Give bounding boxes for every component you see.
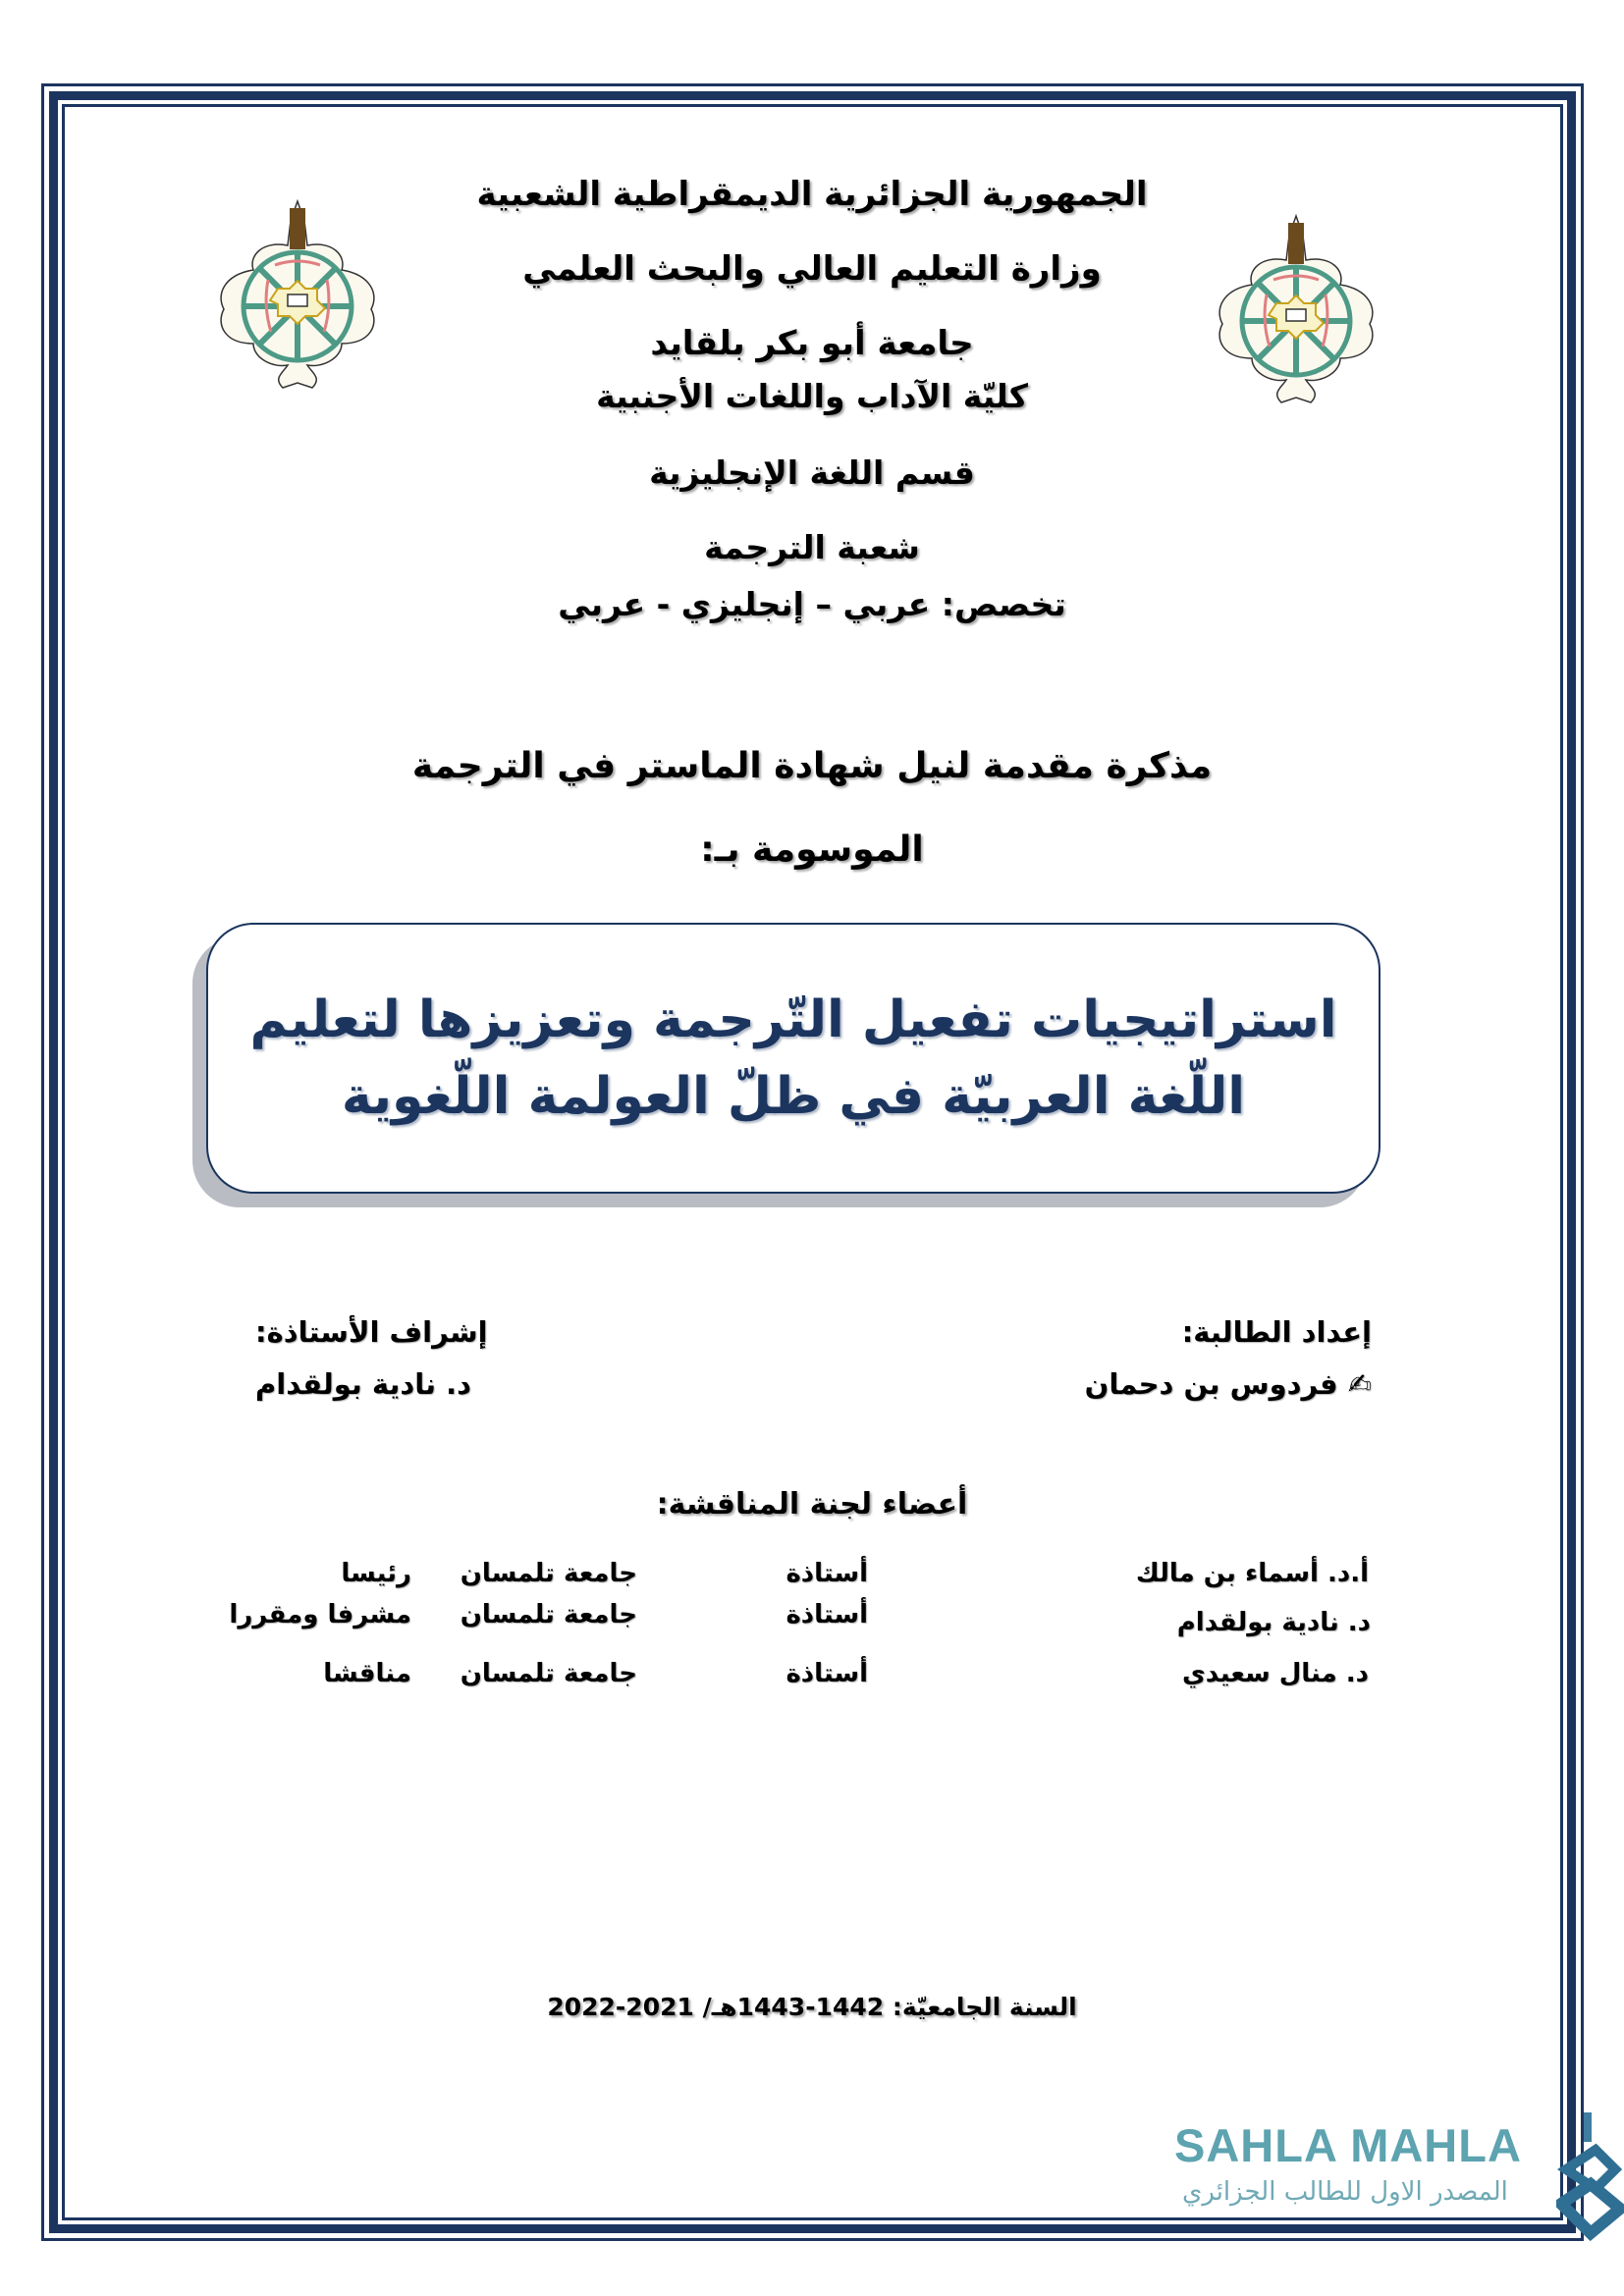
committee-heading: أعضاء لجنة المناقشة: <box>656 1487 968 1522</box>
republic-name: الجمهورية الجزائرية الديمقراطية الشعبية <box>476 175 1148 214</box>
member-name: د. منال سعيدي <box>1181 1659 1369 1688</box>
member-role: رئيسا <box>341 1559 411 1588</box>
member-name: أ.د. أسماء بن مالك <box>1135 1559 1369 1588</box>
member-role: مشرفا ومقررا <box>229 1600 411 1629</box>
university-name: جامعة أبو بكر بلقايد <box>650 324 974 363</box>
ministry-name: وزارة التعليم العالي والبحث العلمي <box>522 249 1102 289</box>
student-name: فردوس بن دحمان <box>1084 1367 1338 1401</box>
member-institution: جامعة تلمسان <box>460 1659 637 1688</box>
watermark-tagline: المصدر الاول للطالب الجزائري <box>1182 2177 1508 2207</box>
member-rank: أستاذة <box>785 1559 868 1588</box>
member-institution: جامعة تلمسان <box>460 1600 637 1629</box>
watermark-brand: SAHLA MAHLA <box>1174 2119 1522 2171</box>
branch-name: شعبة الترجمة <box>704 528 920 566</box>
student-name-row <box>1085 1367 1372 1401</box>
thesis-title-box <box>206 923 1380 1194</box>
member-name: د. نادية بولقدام <box>1176 1608 1371 1637</box>
academic-year: السنة الجامعيّة: 1442-1443هـ/ 2021-2022 <box>547 1993 1077 2021</box>
member-role: مناقشا <box>323 1659 411 1688</box>
member-rank: أستاذة <box>785 1600 868 1629</box>
thesis-entitled: الموسومة بـ: <box>700 829 924 870</box>
supervisor-name: د. نادية بولقدام <box>255 1367 472 1401</box>
member-rank: أستاذة <box>785 1659 868 1688</box>
member-institution: جامعة تلمسان <box>460 1559 637 1588</box>
thesis-title-line-2: اللّغة العربيّة في ظلّ العولمة اللّغوية <box>341 1067 1246 1126</box>
supervisor-label: إشراف الأستاذة: <box>255 1315 488 1349</box>
faculty-name: كليّة الآداب واللغات الأجنبية <box>596 377 1028 415</box>
watermark-logo-icon <box>1556 2110 1624 2248</box>
department-name: قسم اللغة الإنجليزية <box>649 454 975 492</box>
university-emblem-left-icon <box>214 196 381 393</box>
student-label: إعداد الطالبة: <box>1181 1315 1372 1349</box>
thesis-title-line-1: استراتيجيات تفعيل التّرجمة وتعزيزها لتعليم <box>249 990 1337 1049</box>
thesis-subtitle: مذكرة مقدمة لنيل شهادة الماستر في الترجمة <box>411 746 1213 786</box>
specialty: تخصص: عربي – إنجليزي - عربي <box>558 585 1066 623</box>
pen-icon: ✍ <box>1347 1367 1372 1401</box>
